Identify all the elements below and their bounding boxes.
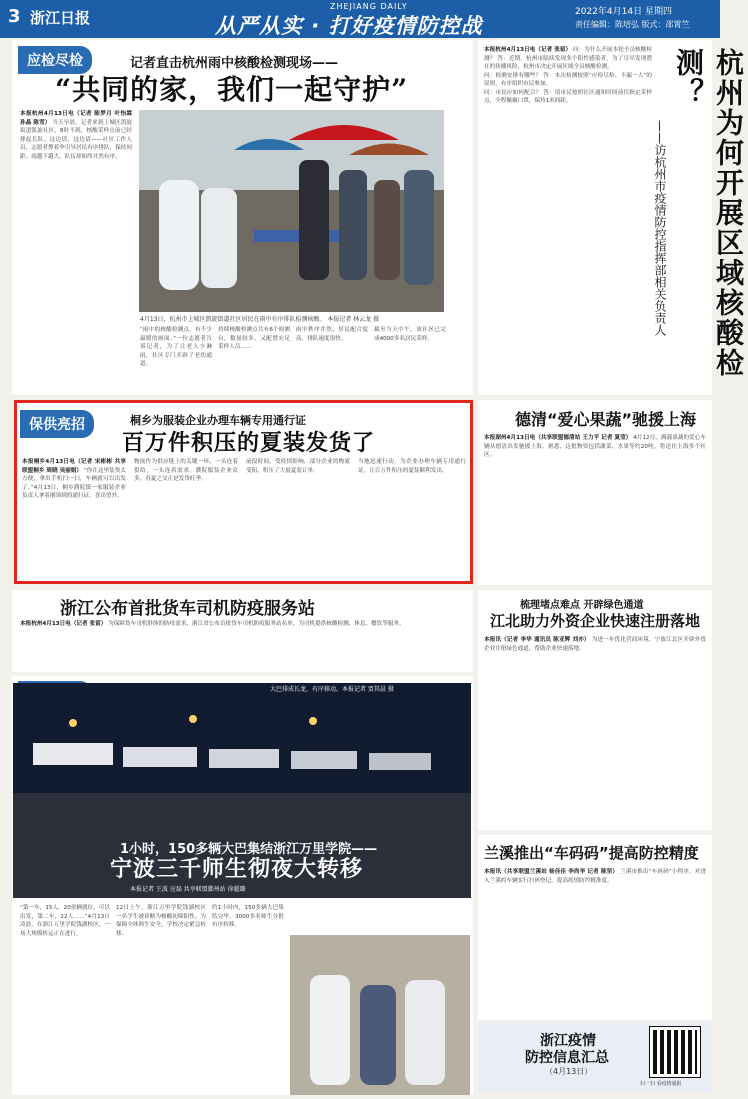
story4-text: 4月12日，满载果蔬的爱心车辆从德清出发驰援上海。据悉，这批物资包括蔬菜、水果等约20吨，将送往上海多个社区。 bbox=[484, 435, 706, 458]
story5-headline: 浙江公布首批货车司机防疫服务站 bbox=[60, 599, 315, 619]
story1-byline: 本报杭州4月13日电（记者 陈梦月 叶怡霖 孙晶 陈雪） bbox=[20, 111, 132, 126]
masthead-slogan: 从严从实 · 打好疫情防控战 bbox=[215, 14, 483, 38]
qr-label: 扫一扫 看疫情通报 bbox=[640, 1081, 682, 1087]
story1-col1-text: 当天早晨，记者来到上城区凯旋街道凯旋社区，8时不到，核酸采样点前已经排起长队。这边请，这边请——社区工作人员、志愿者撑着伞引导居民有序排队，保持间距。雨越下越大，队伍却始终井然有序。 bbox=[20, 119, 132, 160]
story6-text: 为进一步优化营商环境，宁波江北区开辟外资企业注册绿色通道，帮助企业快速落地。 bbox=[484, 637, 706, 652]
story7-col1: “第一车，15人，20余辆就位，可以出发，第二车，22人……”4月13日凌晨，在浙江万里学院钱湖校区，一场大规模转运正在进行。 bbox=[20, 905, 110, 937]
story7-photo-headline: 宁波三千师生彻夜大转移 bbox=[110, 856, 364, 882]
story8-body bbox=[484, 868, 706, 1016]
editors-line: 责任编辑：陈培弘 版式：邵霄竺 bbox=[575, 20, 690, 29]
story1-col4: 雨中秩序井然，居民配合度高，排队速度很快。 bbox=[296, 327, 368, 342]
story7-photo-caption: 大巴排成长龙，有序移动。本报记者 贾其晨 摄 bbox=[270, 686, 394, 693]
section-tag-1: 应检尽检 bbox=[18, 46, 92, 74]
info-box-date: （4月13日） bbox=[545, 1067, 593, 1076]
story7-col2: 12日上午，浙江万里学院钱湖校区一名学生被诊断为核酸初筛阳性。为保障全体师生安全，学校决定紧急转移。 bbox=[116, 905, 206, 937]
story6-byline: 本报讯（记者 李华 通讯员 陈亚辉 刘亦） bbox=[484, 637, 590, 643]
story4-headline: 德清“爱心果蔬”驰援上海 bbox=[515, 410, 697, 429]
photo-rain-testing bbox=[139, 110, 444, 312]
story3-col3: 前段时间，受疫情影响，部分企业的物流受阻，积压了大量夏装订单。 bbox=[246, 459, 350, 474]
story1-col1 bbox=[20, 110, 132, 386]
story2-vertical-headline: 杭州为何开展区域核酸检测？ bbox=[672, 48, 745, 378]
story3-col1-text: “你在这里装货太方便，拿出手机扫一扫，车辆就可以出发了。”4月13日，桐乡濮院镇一家服装企业负责人拿着刚领到的通行证，喜出望外。 bbox=[22, 467, 126, 499]
story8-byline: 本报讯（共享联盟兰溪站 杨佳佳 李尚华 记者 陈坚） bbox=[484, 869, 619, 875]
story3-col1 bbox=[22, 458, 126, 576]
photo-rain-testing-image bbox=[139, 110, 444, 312]
info-box-title-b: 防控信息汇总 bbox=[525, 1050, 609, 1066]
story3-col4: 当地迅速行动，为企业办理车辆专用通行证，让百万件积压的夏装顺利发出。 bbox=[358, 459, 466, 474]
story8-text: 兰溪市推出“车码码”小程序，对进入兰溪的车辆实行扫码登记，提高疫情防控精准度。 bbox=[484, 869, 706, 884]
story2-text-a: 问：为什么开展本轮全员核酸检测？ 答：近期，杭州市陆续发现多个阳性感染者，为了尽早发现潜在的传播风险，杭州市决定开展区域全员核酸检测。 bbox=[484, 47, 652, 70]
story1-col5: 截至当天中午，该社区已完成4000多名居民采样。 bbox=[374, 327, 446, 342]
qr-code-icon bbox=[650, 1027, 700, 1077]
story2-text-c: 问：市民应如何配合？ 答：请市民按照社区通知时间前往指定采样点，全程佩戴口罩，保持1米间距。 bbox=[484, 89, 652, 104]
story2-vertical-subhead: ——访杭州市疫情防控指挥部相关负责人 bbox=[653, 120, 667, 336]
story2-body bbox=[484, 46, 652, 386]
story1-headline: “共同的家，我们一起守护” bbox=[55, 73, 409, 106]
story3-byline: 本报桐乡4月13日电（记者 宋彬彬 共享联盟桐乡 周晓 吴丽娟） bbox=[22, 459, 126, 474]
story2-text-b: 问：检测安排有哪些？ 答：本次检测按照“应检尽检、不漏一人”的原则，有序组织市民参加。 bbox=[484, 72, 652, 87]
info-box-title-a: 浙江疫情 bbox=[540, 1033, 596, 1049]
story7-photo-kicker: 1小时，150多辆大巴集结浙江万里学院—— bbox=[120, 842, 378, 857]
story1-photo-caption: 4月13日，杭州市上城区凯旋街道社区居民在雨中有序排队检测核酸。 本报记者 林云龙 摄 bbox=[140, 316, 380, 323]
story5-byline: 本报杭州4月13日电（记者 张留） bbox=[20, 621, 107, 627]
page-number: 3 bbox=[8, 6, 21, 27]
story8-headline: 兰溪推出“车码码”提高防控精度 bbox=[484, 844, 699, 862]
story3-headline: 百万件积压的夏装发货了 bbox=[122, 430, 376, 456]
story5-body bbox=[20, 620, 468, 668]
newspaper-name: 浙江日报 bbox=[30, 9, 91, 27]
story5-text: 为保障货车司机群体的防疫需求，浙江省公布首批货车司机防疫服务站名单，为司机提供核酸检测、休息、餐饮等服务。 bbox=[108, 621, 405, 627]
story6-body bbox=[484, 636, 706, 824]
issue-date: 2022年4月14日 星期四 bbox=[575, 7, 672, 17]
story3-col2: 物流作为供应链上的关键一环，一头连着供给，一头连着需求。濮院服装企业众多，春夏之交正是发货旺季。 bbox=[134, 459, 238, 482]
story4-body bbox=[484, 434, 706, 580]
story6-headline: 江北助力外资企业快速注册落地 bbox=[490, 612, 701, 630]
story6-kicker: 梳理堵点难点 开辟绿色通道 bbox=[520, 600, 644, 611]
masthead bbox=[0, 0, 720, 38]
photo-students-image bbox=[290, 935, 470, 1095]
newspaper-name-en: ZHEJIANG DAILY bbox=[330, 2, 408, 11]
story4-byline: 本报湖州4月13日电（共享联盟德清站 王力平 记者 夏莹） bbox=[484, 435, 632, 441]
story1-col3: 持续核酸检测点共有6个检测台，数量较多，又配置充足采样人员…… bbox=[218, 327, 290, 350]
story2-byline: 本报杭州4月13日电（记者 张留） bbox=[484, 47, 572, 53]
story1-kicker: 记者直击杭州雨中核酸检测现场—— bbox=[130, 56, 339, 71]
story7-byline: 本报记者 王波 应磊 共享联盟鄞州站 徐超璐 bbox=[130, 886, 246, 893]
section-tag-3: 保供亮招 bbox=[20, 410, 94, 438]
story1-col2: “雨中的核酸检测点，有不少温暖的画面。”一位志愿者告诉记者，为了让老人少淋雨，社区专门开辟了老幼通道。 bbox=[140, 327, 212, 367]
story7-col3: 约1小时内，150多辆大巴集结完毕，3000多名师生分批有序转移。 bbox=[212, 905, 284, 928]
photo-students bbox=[290, 935, 470, 1095]
story3-kicker: 桐乡为服装企业办理车辆专用通行证 bbox=[130, 414, 306, 427]
